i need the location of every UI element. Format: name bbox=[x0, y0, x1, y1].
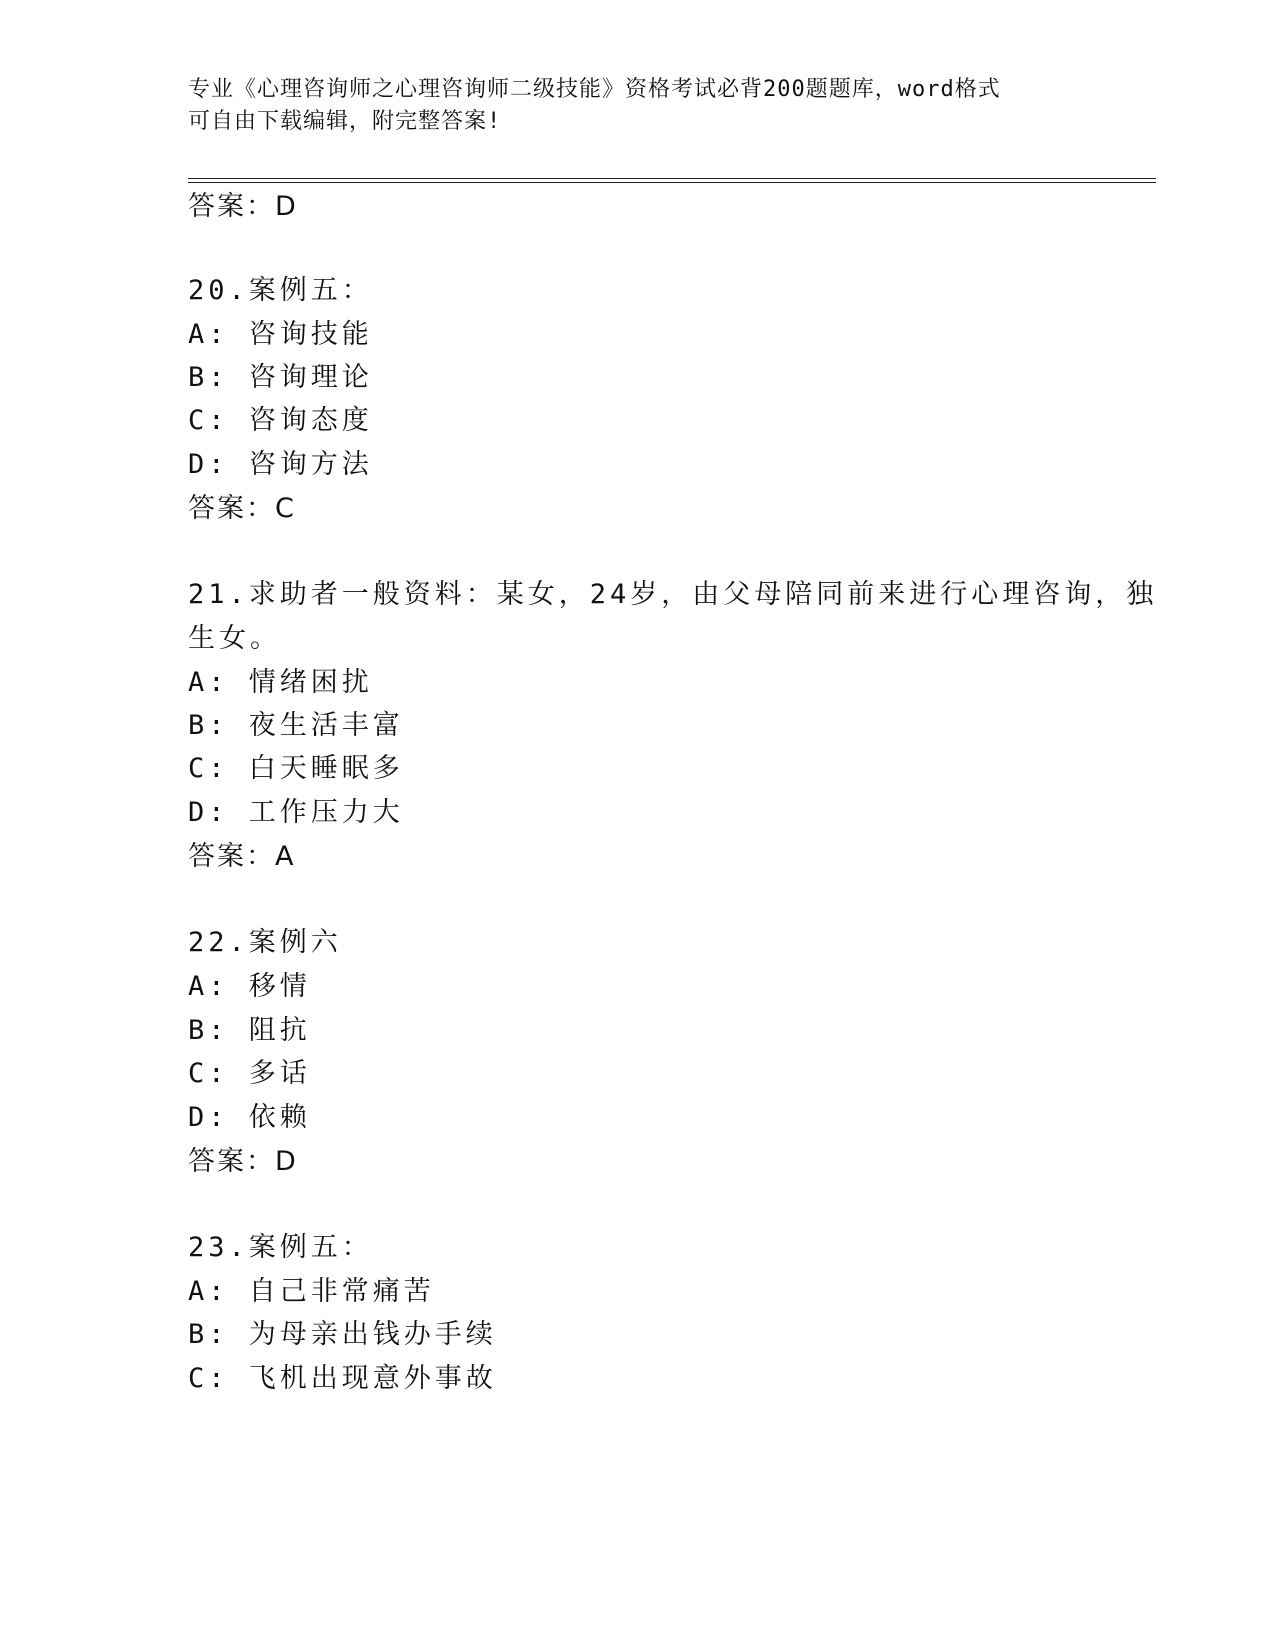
question-21-option-c: C: 白天睡眠多 bbox=[188, 753, 404, 784]
question-21-stem-line-2: 生女。 bbox=[188, 623, 281, 654]
question-22-option-c: C: 多话 bbox=[188, 1058, 311, 1089]
header-rule-top bbox=[188, 178, 1156, 179]
question-21-stem-line-1: 21.求助者一般资料：某女，24岁，由父母陪同前来进行心理咨询，独 bbox=[188, 579, 1158, 610]
question-23-option-b: B: 为母亲出钱办手续 bbox=[188, 1319, 497, 1350]
question-20-option-d: D: 咨询方法 bbox=[188, 449, 373, 480]
question-23-stem: 23.案例五： bbox=[188, 1232, 373, 1263]
question-23-option-c: C: 飞机出现意外事故 bbox=[188, 1363, 497, 1394]
question-22-answer: 答案：D bbox=[188, 1146, 298, 1177]
question-22-option-a: A: 移情 bbox=[188, 971, 311, 1002]
question-21-option-b: B: 夜生活丰富 bbox=[188, 710, 404, 741]
question-21-option-a: A: 情绪困扰 bbox=[188, 667, 373, 698]
question-22-option-b: B: 阻抗 bbox=[188, 1015, 311, 1046]
question-22-stem: 22.案例六 bbox=[188, 927, 342, 958]
question-21-answer: 答案：A bbox=[188, 841, 296, 872]
question-20-option-b: B: 咨询理论 bbox=[188, 362, 373, 393]
question-20-stem: 20.案例五： bbox=[188, 275, 373, 306]
question-20-option-a: A: 咨询技能 bbox=[188, 319, 373, 350]
header-rule-bottom bbox=[188, 182, 1156, 183]
header-line-1: 专业《心理咨询师之心理咨询师二级技能》资格考试必背200题题库，word格式 bbox=[188, 77, 1001, 102]
question-22-option-d: D: 依赖 bbox=[188, 1102, 311, 1133]
question-21-option-d: D: 工作压力大 bbox=[188, 797, 404, 828]
answer-previous: 答案：D bbox=[188, 191, 298, 222]
question-20-answer: 答案：C bbox=[188, 493, 296, 524]
question-20-option-c: C: 咨询态度 bbox=[188, 405, 373, 436]
question-23-option-a: A: 自己非常痛苦 bbox=[188, 1276, 435, 1307]
page-header bbox=[188, 74, 1088, 138]
header-line-2: 可自由下载编辑，附完整答案! bbox=[188, 109, 502, 134]
